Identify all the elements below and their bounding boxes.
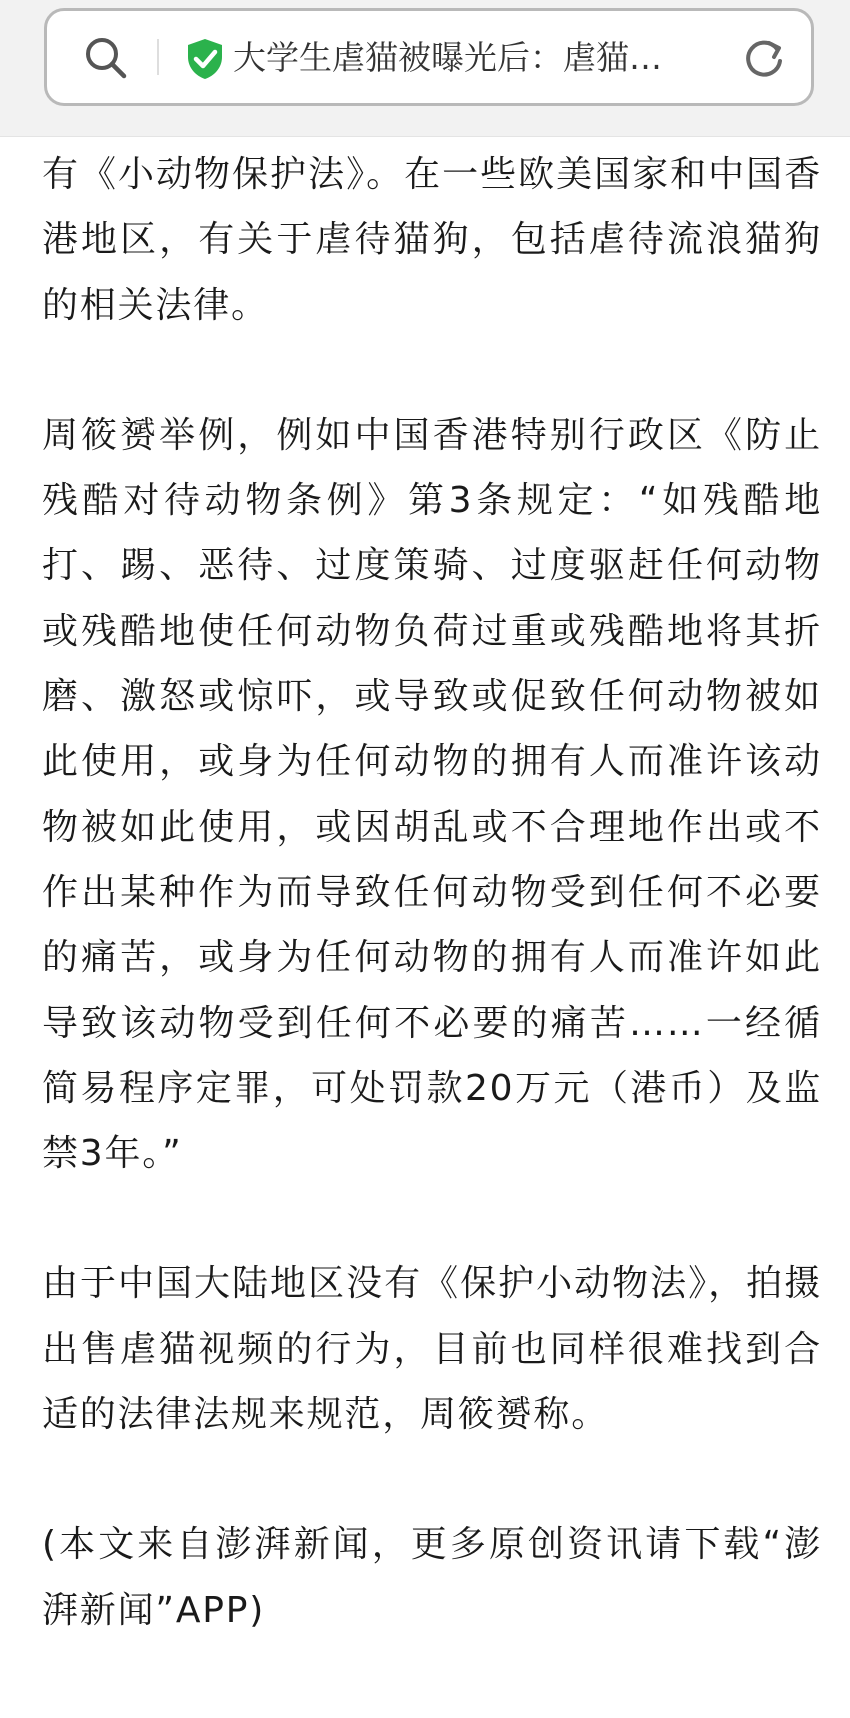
shield-check-icon: [185, 37, 225, 81]
article-paragraph: 由于中国大陆地区没有《保护小动物法》，拍摄出售虐猫视频的行为，目前也同样很难找到合适的法律法规来规范，周筱赟称。: [42, 1263, 822, 1436]
page-title[interactable]: 大学生虐猫被曝光后：虐猫…: [233, 38, 662, 77]
address-divider: [157, 39, 159, 75]
reload-icon[interactable]: [741, 35, 787, 81]
browser-top-bar: [0, 0, 850, 137]
address-bar[interactable]: [44, 8, 814, 106]
article-paragraph: 周筱赟举例，例如中国香港特别行政区《防止残酷对待动物条例》第3条规定：“如残酷地打、踢、恶待、过度策骑、过度驱赶任何动物或残酷地使任何动物负荷过重或残酷地将其折磨、激怒或惊吓，或导致或促致任何动物被如此使用，或身为任何动物的拥有人而准许该动物被如此使用，或因胡乱或不合理地作出或不作出某种作为而导致任何动物受到任何不必要的痛苦，或身为任何动物的拥有人而准许如此导致该动物受到任何不必要的痛苦……一经循简易程序定罪，可处罚款20万元（港币）及监禁3年。”: [42, 414, 822, 1175]
article-body: [42, 142, 822, 1643]
article-paragraph: 有《小动物保护法》。在一些欧美国家和中国香港地区，有关于虐待猫狗，包括虐待流浪猫狗的相关法律。: [42, 154, 822, 326]
article-source-note: (本文来自澎湃新闻，更多原创资讯请下载“澎湃新闻”APP): [42, 1524, 822, 1631]
search-icon[interactable]: [83, 35, 129, 81]
